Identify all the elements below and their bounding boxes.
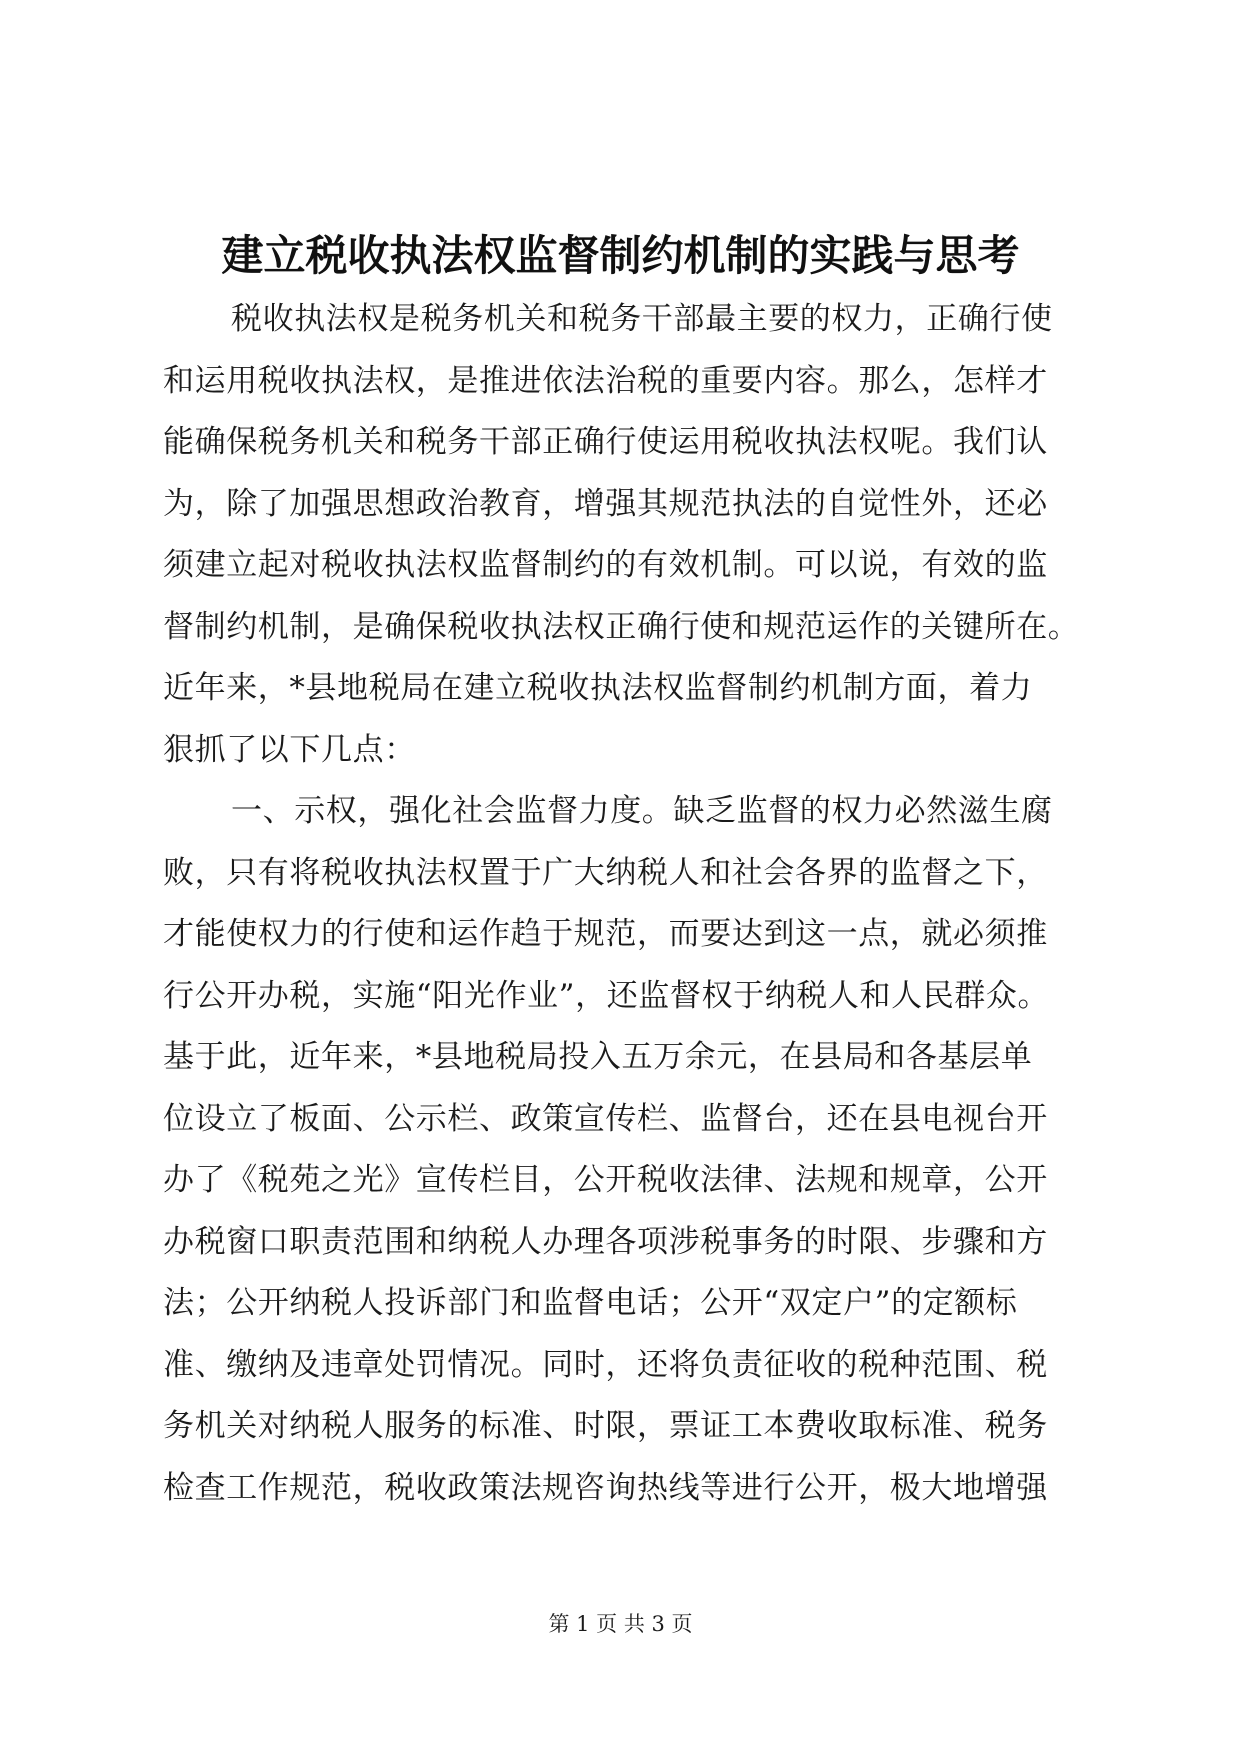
paragraph-line: 税收执法权是税务机关和税务干部最主要的权力，正确行使	[231, 301, 1053, 337]
paragraph-line: 检查工作规范，税收政策法规咨询热线等进行公开，极大地增强	[163, 1469, 1048, 1506]
paragraph-line: 位设立了板面、公示栏、政策宣传栏、监督台，还在县电视台开	[163, 1100, 1048, 1137]
paragraph-line: 为，除了加强思想政治教育，增强其规范执法的自觉性外，还必	[163, 485, 1048, 522]
paragraph-line: 败，只有将税收执法权置于广大纳税人和社会各界的监督之下，	[163, 854, 1048, 891]
paragraph-line: 行公开办税，实施“阳光作业”，还监督权于纳税人和人民群众。	[163, 977, 1050, 1014]
paragraph-line: 一、示权，强化社会监督力度。缺乏监督的权力必然滋生腐	[231, 793, 1053, 829]
paragraph-line: 办税窗口职责范围和纳税人办理各项涉税事务的时限、步骤和方	[163, 1223, 1048, 1260]
paragraph-line: 督制约机制，是确保税收执法权正确行使和规范运作的关键所在。	[163, 608, 1080, 645]
document-body	[163, 289, 1078, 1519]
paragraph-line: 才能使权力的行使和运作趋于规范，而要达到这一点，就必须推	[163, 916, 1048, 952]
paragraph-line: 办了《税苑之光》宣传栏目，公开税收法律、法规和规章，公开	[163, 1162, 1048, 1198]
paragraph-line: 近年来，*县地税局在建立税收执法权监督制约机制方面，着力	[163, 670, 1033, 706]
paragraph-line: 基于此，近年来，*县地税局投入五万余元，在县局和各基层单	[163, 1039, 1033, 1075]
paragraph-line: 务机关对纳税人服务的标准、时限，票证工本费收取标准、税务	[163, 1408, 1048, 1444]
paragraph-line: 能确保税务机关和税务干部正确行使运用税收执法权呢。我们认	[163, 424, 1048, 460]
paragraph-line: 狠抓了以下几点：	[163, 731, 416, 768]
paragraph-line: 须建立起对税收执法权监督制约的有效机制。可以说，有效的监	[163, 547, 1048, 583]
paragraph-line: 准、缴纳及违章处罚情况。同时，还将负责征收的税种范围、税	[163, 1346, 1048, 1383]
paragraph-line: 法；公开纳税人投诉部门和监督电话；公开“双定户”的定额标	[163, 1285, 1018, 1321]
document-title: 建立税收执法权监督制约机制的实践与思考	[221, 231, 1020, 280]
paragraph-line: 和运用税收执法权，是推进依法治税的重要内容。那么，怎样才	[163, 362, 1048, 399]
page-footer: 第 1 页 共 3 页	[548, 1612, 693, 1636]
